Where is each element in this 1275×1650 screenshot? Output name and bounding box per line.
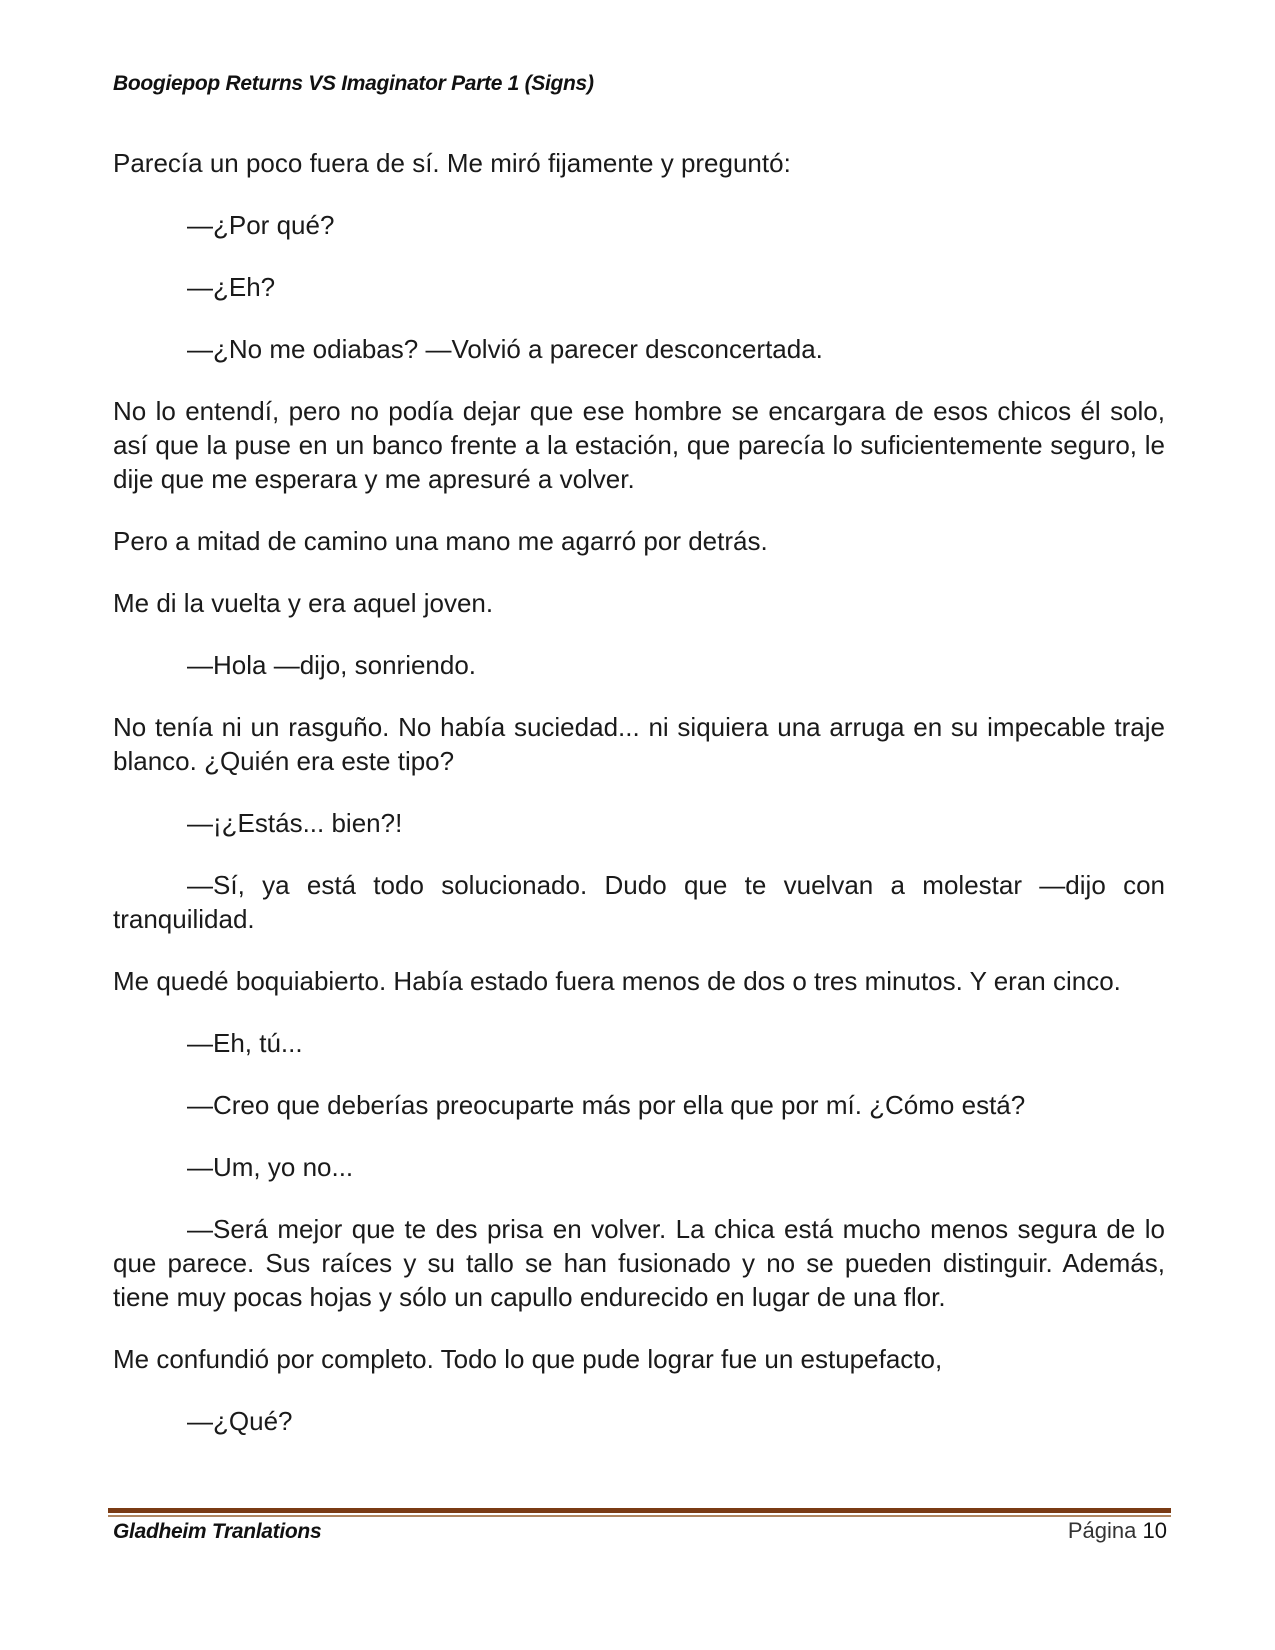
page-label: Página <box>1067 1518 1137 1543</box>
footer-divider-thick <box>108 1508 1171 1513</box>
page-number-label <box>1068 1518 1167 1544</box>
paragraph: No lo entendí, pero no podía dejar que ese hombre se encargara de esos chicos él solo, así que la puse en un banco frente a la estación, que parecía lo suficientemente seguro, le dije que me esperara y me apresuré a volver. <box>113 396 1165 494</box>
dialog-line: —Creo que deberías preocuparte más por ella que por mí. ¿Cómo está? <box>187 1090 1026 1120</box>
dialog-line: —Hola —dijo, sonriendo. <box>187 650 477 680</box>
dialog-line: —Eh, tú... <box>187 1028 303 1058</box>
dialog-line: —Será mejor que te des prisa en volver. La chica está mucho menos segura de lo que parece. Sus raíces y su tallo se han fusionado y no se pueden distinguir. Además, tiene muy pocas hojas y sólo un capullo endurecido en lugar de una flor. <box>113 1214 1165 1312</box>
paragraph: Me confundió por completo. Todo lo que pude lograr fue un estupefacto, <box>113 1344 943 1374</box>
paragraph: Me di la vuelta y era aquel joven. <box>113 588 494 618</box>
footer-divider-thin <box>108 1515 1171 1517</box>
body-text <box>113 146 1165 1466</box>
paragraph: Pero a mitad de camino una mano me agarró por detrás. <box>113 526 768 556</box>
page-number: 10 <box>1142 1518 1167 1543</box>
dialog-line: —¿Eh? <box>187 272 276 302</box>
dialog-line: —¿Qué? <box>187 1406 293 1436</box>
dialog-line: —¿No me odiabas? —Volvió a parecer desconcertada. <box>187 334 823 364</box>
paragraph: No tenía ni un rasguño. No había suciedad... ni siquiera una arruga en su impecable traje blanco. ¿Quién era este tipo? <box>113 712 1165 776</box>
dialog-line: —Sí, ya está todo solucionado. Dudo que te vuelvan a molestar —dijo con tranquilidad. <box>113 870 1165 934</box>
paragraph: Me quedé boquiabierto. Había estado fuera menos de dos o tres minutos. Y eran cinco. <box>113 966 1121 996</box>
dialog-line: —¿Por qué? <box>187 210 335 240</box>
page-header-title: Boogiepop Returns VS Imaginator Parte 1 (Signs) <box>113 72 594 95</box>
dialog-line: —Um, yo no... <box>187 1152 354 1182</box>
footer-credit: Gladheim Tranlations <box>113 1520 322 1543</box>
dialog-line: —¡¿Estás... bien?! <box>187 808 403 838</box>
paragraph: Parecía un poco fuera de sí. Me miró fijamente y preguntó: <box>113 148 791 178</box>
